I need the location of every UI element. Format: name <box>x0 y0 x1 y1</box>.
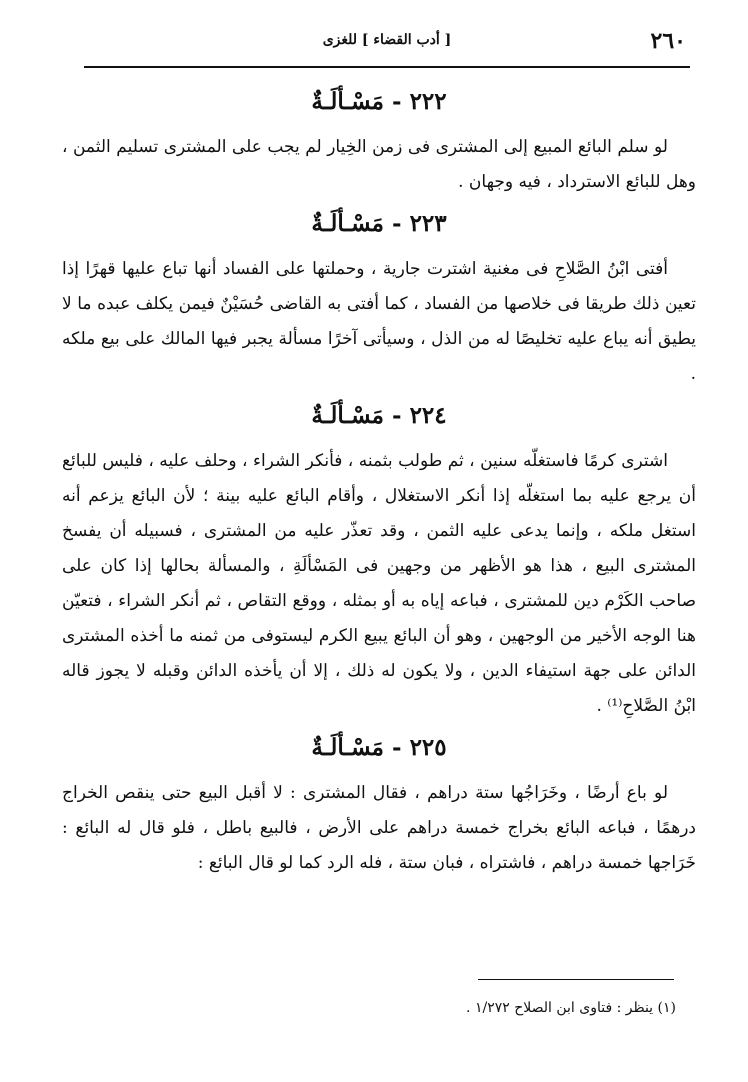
page-body <box>62 78 696 887</box>
section-223 <box>62 206 696 392</box>
page-number: ٢٦٠ <box>650 28 686 54</box>
section-paragraph: اشترى كرمًا فاستغلّه سنين ، ثم طولب بثمنه ، فأنكر الشراء ، وحلف عليه ، فليس للبائع أن يرجع عليه بما استغلّه إذا أنكر الاستغلال ، وأقام البائع عليه بينة ؛ لأن البائع يزعم أنه استغل ملكه ، وإنما يدعى عليه الثمن ، وقد تعذّر عليه من المشترى ، فسبيله أن يفسخ المشترى البيع ، هذا هو الأظهر من وجهين فى المَسْألَةِ ، والمسألة بحالها إذا كان على صاحب الكَرْم دين للمشترى ، فباعه إياه به أو بمثله ، ووقع التقاص ، ثم أنكر الشراء ، فتعيّن هنا الوجه الأخير من الوجهين ، وهو أن البائع يبيع الكرم ليستوفى من ثمنه ما أخذه المشترى الدائن على جهة استيفاء الدين ، ولا يكون له ذلك ، إلا أن يأخذه الدائن وقبله لا يجوز قاله ابْنُ الصَّلاحِ⁽¹⁾ . <box>62 451 696 716</box>
section-paragraph: لو باع أرضًا ، وخَرَاجُها ستة دراهم ، فقال المشترى : لا أقبل البيع حتى ينقص الخراج درهمًا ، فباعه البائع بخراج خمسة دراهم على الأرض ، فالبيع باطل ، فلو قال له البائع : خَرَاجها خمسة دراهم ، فاشتراه ، فبان ستة ، فله الرد كما لو قال البائع : <box>62 783 696 873</box>
section-225 <box>62 730 696 881</box>
section-title: ٢٢٢ - مَسْـألَـةٌ <box>311 88 447 115</box>
section-222 <box>62 84 696 200</box>
section-title: ٢٢٤ - مَسْـألَـةٌ <box>311 402 447 429</box>
section-title: ٢٢٣ - مَسْـألَـةٌ <box>311 210 447 237</box>
page-header <box>84 26 690 68</box>
section-paragraph: لو سلم البائع المبيع إلى المشترى فى زمن الخِيار لم يجب على المشترى تسليم الثمن ، وهل للبائع الاسترداد ، فيه وجهان . <box>62 137 696 192</box>
section-paragraph: أفتى ابْنُ الصَّلاحِ فى مغنية اشترت جارية ، وحملتها على الفساد أنها تباع عليها قهرًا إذا تعين ذلك طريقا فى خلاصها من الفساد ، كما أفتى به القاضى حُسَيْنٌ فيمن يكلف عبده ما لا يطيق أنه يباع عليه تخليصًا له من الذل ، وسيأتى آخرًا مسألة يجبر فيها المالك على بيع ملكه . <box>62 259 696 384</box>
section-224 <box>62 398 696 724</box>
running-title: [ أدب القضاء ] للغزى <box>322 32 452 48</box>
footnote-divider <box>478 979 674 980</box>
section-title: ٢٢٥ - مَسْـألَـةٌ <box>311 734 447 761</box>
footnote: (١) ينظر : فتاوى ابن الصلاح ١/٢٧٢ . <box>466 1000 676 1016</box>
